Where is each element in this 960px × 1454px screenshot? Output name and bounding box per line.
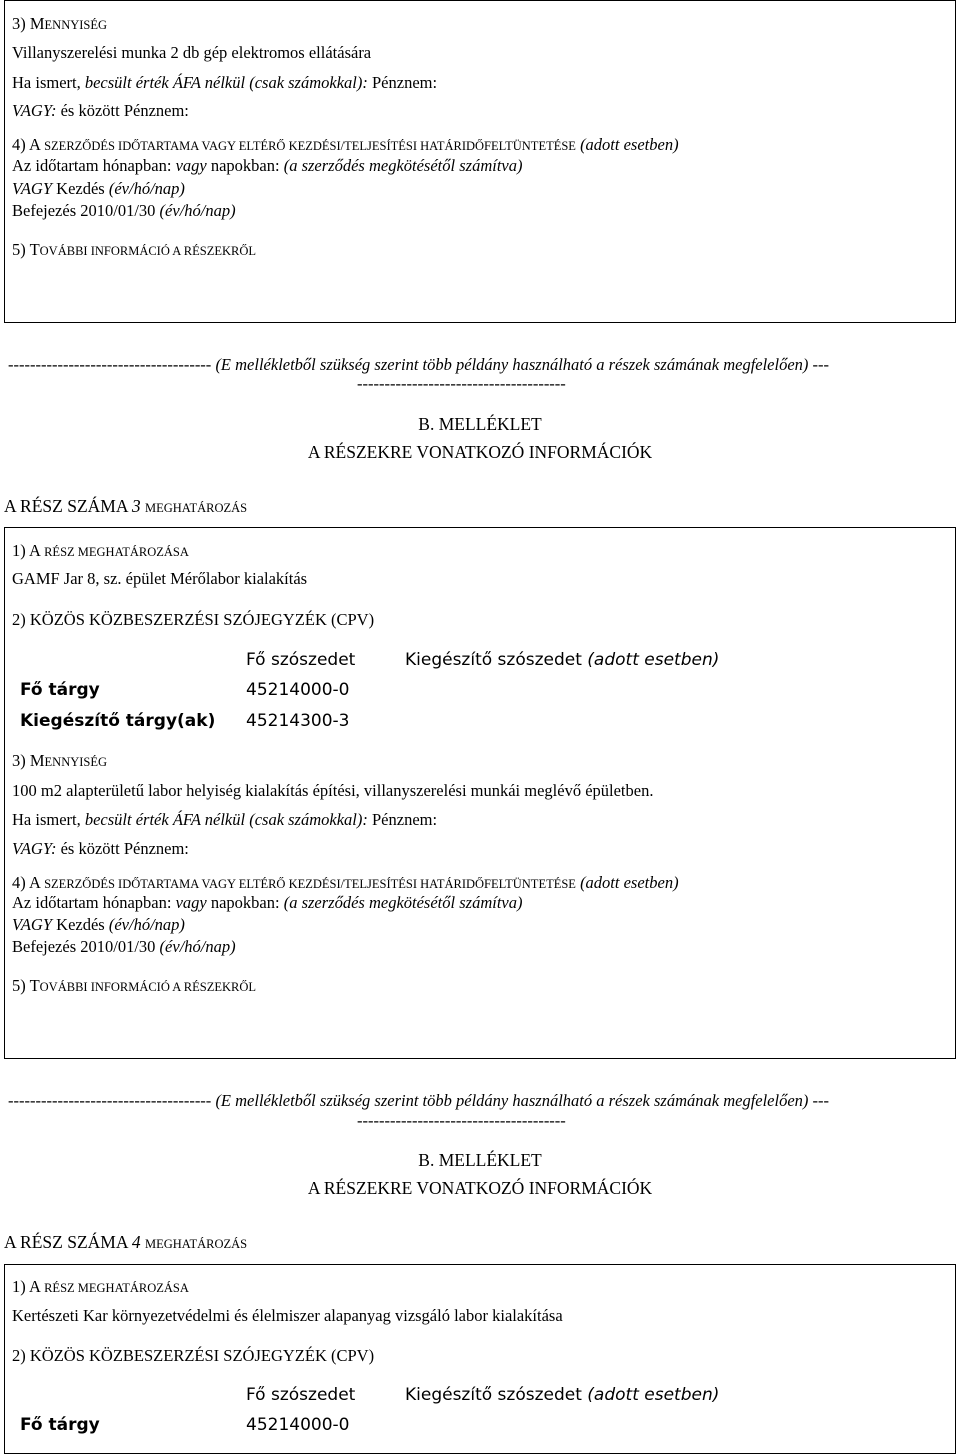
part4-cpv-supp-vocab: Kiegészítő szószedet (adott esetben)	[405, 1385, 720, 1405]
part2-period-line: Az időtartam hónapban: vagy napokban: (a szerződés megkötésétől számítva)	[12, 156, 523, 175]
part2-info-heading: 5) TOVÁBBI INFORMÁCIÓ A RÉSZEKRŐL	[12, 240, 256, 259]
part3-end-line: Befejezés 2010/01/30 (év/hó/nap)	[12, 937, 236, 956]
annex-title: B. MELLÉKLET	[418, 1150, 542, 1170]
part2-value-line: Ha ismert, becsült érték ÁFA nélkül (csak számokkal): Pénznem:	[12, 73, 438, 92]
part4-cpv-main-vocab: Fő szószedet	[246, 1385, 356, 1405]
part3-start-line: VAGY Kezdés (év/hó/nap)	[12, 915, 185, 934]
part3-quantity-heading: 3) MENNYISÉG	[12, 751, 108, 770]
part3-definition-heading: 1) A RÉSZ MEGHATÁROZÁSA	[12, 541, 189, 560]
part3-period-line: Az időtartam hónapban: vagy napokban: (a szerződés megkötésétől számítva)	[12, 893, 523, 912]
part2-duration-heading: 4) A SZERZŐDÉS IDŐTARTAMA VAGY ELTÉRŐ KEZDÉSI/TELJESÍTÉSI HATÁRIDŐFELTÜNTETÉSE (adott esetben)	[12, 135, 679, 154]
part3-duration-heading: 4) A SZERZŐDÉS IDŐTARTAMA VAGY ELTÉRŐ KEZDÉSI/TELJESÍTÉSI HATÁRIDŐFELTÜNTETÉSE (adott esetben)	[12, 873, 679, 892]
annex-subtitle: A RÉSZEKRE VONATKOZÓ INFORMÁCIÓK	[307, 442, 653, 462]
part3-heading: A RÉSZ SZÁMA 3 MEGHATÁROZÁS	[4, 496, 248, 516]
part3-definition-text: GAMF Jar 8, sz. épület Mérőlabor kialakítás	[12, 569, 308, 588]
part3-cpv-add-label: Kiegészítő tárgy(ak)	[20, 711, 216, 731]
part2-end-line: Befejezés 2010/01/30 (év/hó/nap)	[12, 201, 236, 220]
part2-quantity-heading: 3) MENNYISÉG	[12, 14, 108, 33]
separator-dashes: --------------------------------------	[357, 374, 566, 393]
part4-cpv-title: 2) KÖZÖS KÖZBESZERZÉSI SZÓJEGYZÉK (CPV)	[12, 1346, 375, 1365]
part4-cpv-main-code: 45214000-0	[246, 1415, 350, 1435]
part3-value-line: Ha ismert, becsült érték ÁFA nélkül (csak számokkal): Pénznem:	[12, 810, 438, 829]
part4-definition-heading: 1) A RÉSZ MEGHATÁROZÁSA	[12, 1277, 189, 1296]
annex-title: B. MELLÉKLET	[418, 414, 542, 434]
part3-cpv-main-vocab: Fő szószedet	[246, 650, 356, 670]
part3-range-line: VAGY: és között Pénznem:	[12, 839, 189, 858]
separator-line: ------------------------------------- (E mellékletből szükség szerint több példány használható a részek számának megfelelően) ---	[8, 355, 830, 374]
part3-cpv-main-code: 45214000-0	[246, 680, 350, 700]
part3-cpv-supp-vocab: Kiegészítő szószedet (adott esetben)	[405, 650, 720, 670]
part3-quantity-text: 100 m2 alapterületű labor helyiség kialakítás építési, villanyszerelési munkái meglévő épületben.	[12, 781, 654, 800]
part4-heading: A RÉSZ SZÁMA 4 MEGHATÁROZÁS	[4, 1232, 248, 1252]
separator-dashes: --------------------------------------	[357, 1111, 566, 1130]
part3-cpv-main-label: Fő tárgy	[20, 680, 100, 700]
part2-range-line: VAGY: és között Pénznem:	[12, 101, 189, 120]
part2-quantity-text: Villanyszerelési munka 2 db gép elektromos ellátására	[12, 43, 372, 62]
part3-cpv-title: 2) KÖZÖS KÖZBESZERZÉSI SZÓJEGYZÉK (CPV)	[12, 610, 375, 629]
part3-cpv-add-code: 45214300-3	[246, 711, 350, 731]
annex-subtitle: A RÉSZEKRE VONATKOZÓ INFORMÁCIÓK	[307, 1178, 653, 1198]
part4-cpv-main-label: Fő tárgy	[20, 1415, 100, 1435]
part4-definition-text: Kertészeti Kar környezetvédelmi és élelmiszer alapanyag vizsgáló labor kialakítása	[12, 1306, 563, 1325]
part3-info-heading: 5) TOVÁBBI INFORMÁCIÓ A RÉSZEKRŐL	[12, 976, 256, 995]
separator-line: ------------------------------------- (E mellékletből szükség szerint több példány használható a részek számának megfelelően) ---	[8, 1091, 830, 1110]
part2-start-line: VAGY Kezdés (év/hó/nap)	[12, 179, 185, 198]
